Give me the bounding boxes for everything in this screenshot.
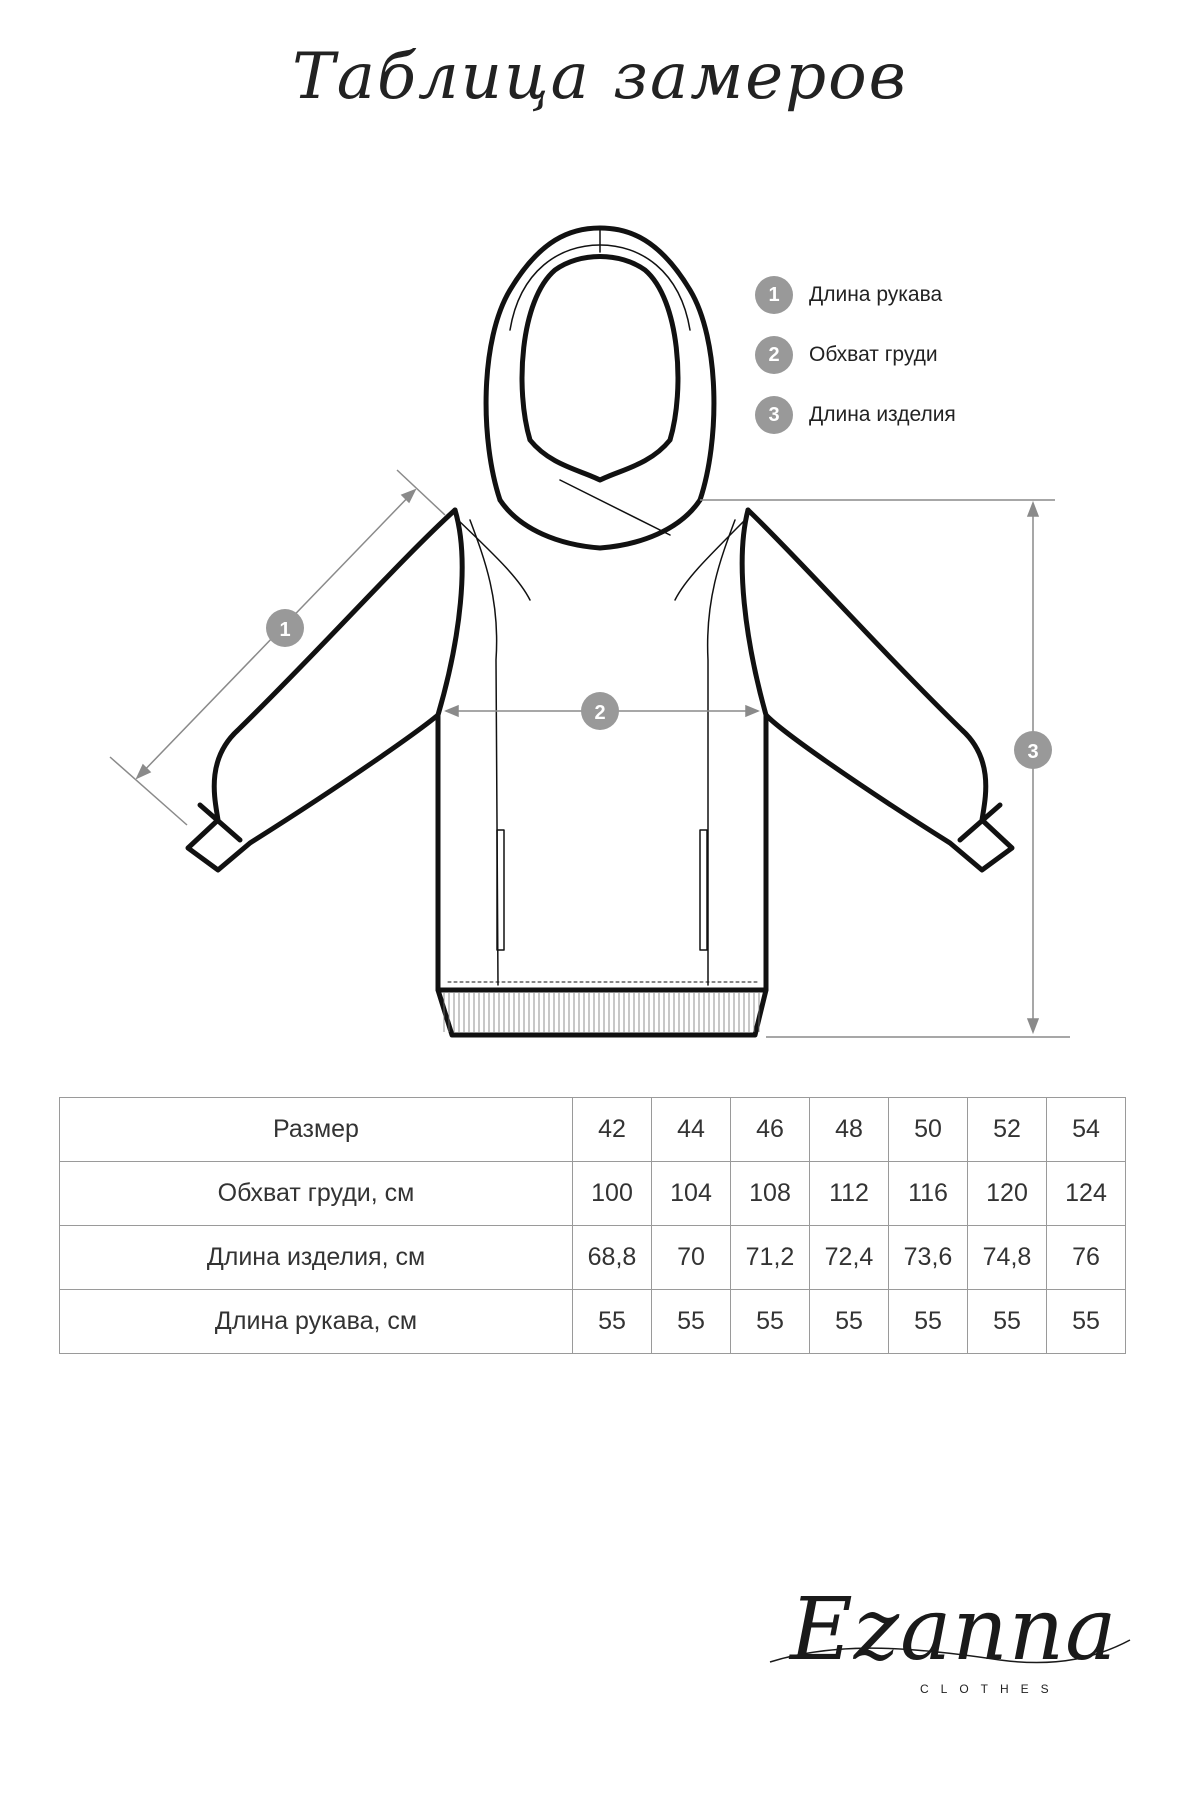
table-cell: 116 (889, 1162, 968, 1226)
marker-chest (581, 692, 619, 730)
table-cell: 120 (968, 1162, 1047, 1226)
legend-badge: 2 (755, 336, 793, 374)
table-cell: 112 (810, 1162, 889, 1226)
table-cell: 52 (968, 1098, 1047, 1162)
table-row (60, 1098, 1126, 1162)
legend (755, 275, 956, 455)
table-row (60, 1162, 1126, 1226)
table-cell: 42 (573, 1098, 652, 1162)
brand-logo (760, 1570, 1140, 1730)
table-cell: 44 (652, 1098, 731, 1162)
table-cell: 55 (968, 1290, 1047, 1354)
size-table (59, 1097, 1126, 1354)
table-cell: 100 (573, 1162, 652, 1226)
table-cell: 54 (1047, 1098, 1126, 1162)
table-cell: 55 (652, 1290, 731, 1354)
table-cell: 108 (731, 1162, 810, 1226)
hood-opening (522, 257, 678, 481)
page-title: Таблица замеров (292, 40, 908, 114)
legend-label: Обхват груди (809, 343, 938, 366)
table-cell: 48 (810, 1098, 889, 1162)
marker-length (1014, 731, 1052, 769)
table-cell: 55 (810, 1290, 889, 1354)
table-row (60, 1226, 1126, 1290)
table-cell: 72,4 (810, 1226, 889, 1290)
svg-text:1: 1 (279, 619, 291, 641)
row-label: Обхват груди, см (60, 1162, 573, 1226)
table-cell: 74,8 (968, 1226, 1047, 1290)
legend-badge: 3 (755, 396, 793, 434)
legend-label: Длина изделия (809, 403, 956, 426)
table-cell: 73,6 (889, 1226, 968, 1290)
svg-text:3: 3 (1027, 741, 1039, 763)
legend-item-length (755, 395, 956, 435)
hoodie-body (438, 510, 766, 1035)
table-cell: 71,2 (731, 1226, 810, 1290)
table-cell: 55 (889, 1290, 968, 1354)
table-cell: 124 (1047, 1162, 1126, 1226)
table-cell: 70 (652, 1226, 731, 1290)
svg-text:2: 2 (594, 702, 606, 724)
legend-badge: 1 (755, 276, 793, 314)
right-sleeve (748, 510, 1012, 870)
logo-subtitle: CLOTHES (920, 1682, 1061, 1696)
table-cell: 68,8 (573, 1226, 652, 1290)
table-cell: 76 (1047, 1226, 1126, 1290)
table-cell: 104 (652, 1162, 731, 1226)
logo-wordmark: Ezanna (790, 1580, 1118, 1680)
legend-label: Длина рукава (809, 283, 943, 306)
row-label: Размер (60, 1098, 573, 1162)
table-cell: 55 (731, 1290, 810, 1354)
table-row (60, 1290, 1126, 1354)
legend-item-sleeve (755, 275, 956, 315)
table-cell: 55 (573, 1290, 652, 1354)
legend-item-chest (755, 335, 956, 375)
table-cell: 46 (731, 1098, 810, 1162)
row-label: Длина изделия, см (60, 1226, 573, 1290)
table-cell: 50 (889, 1098, 968, 1162)
table-cell: 55 (1047, 1290, 1126, 1354)
marker-sleeve (266, 609, 304, 647)
row-label: Длина рукава, см (60, 1290, 573, 1354)
left-sleeve (188, 510, 455, 870)
